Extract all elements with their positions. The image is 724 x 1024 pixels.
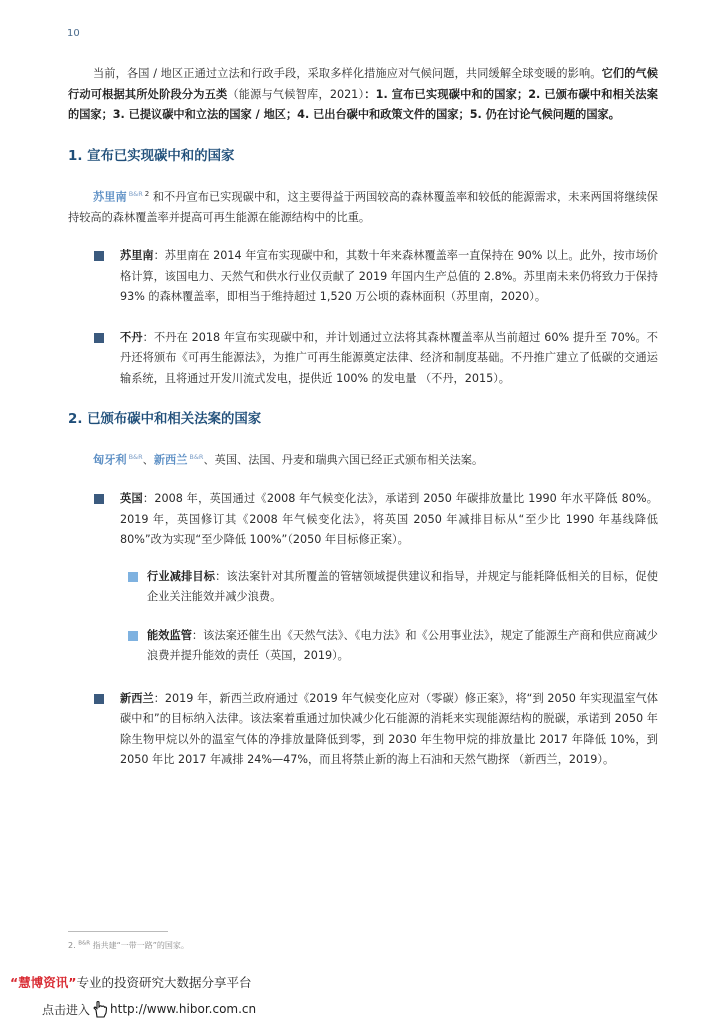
sub-bullet-square-icon — [128, 631, 138, 641]
footnote-superscript: B&R — [78, 940, 91, 947]
brand-banner — [10, 973, 251, 991]
bullet-nz-text — [120, 689, 658, 771]
bullet-square-icon — [94, 251, 104, 261]
bullet-uk — [68, 489, 658, 551]
bullet-label: 不丹 — [120, 330, 143, 344]
bullet-body: ：苏里南在 2014 年宣布实现碳中和，其数十年来森林覆盖率一直保持在 90% 以上。此外，按市场价格计算，该国电力、天然气和供水行业仅贡献了 2019 年国内生产总值的 2.8%。苏里南未来仍将致力于保持 93% 的森林覆盖率，即相当于维持超过 1,520 万公顷的森林面积（苏里南，2020）。 — [120, 249, 658, 304]
intro-bold: 它们的气候行动可根据其所处阶段分为五类 — [68, 67, 658, 101]
footnote-ref: 2 — [144, 189, 150, 198]
page-number: 10 — [67, 28, 80, 39]
section2-heading: 2. 已颁布碳中和相关法案的国家 — [68, 412, 262, 428]
bullet-square-icon — [94, 694, 104, 704]
br-superscript: B&R — [128, 189, 143, 198]
section2-lead — [68, 447, 658, 471]
section1-lead-text: 和不丹宣布已实现碳中和，这主要得益于两国较高的森林覆盖率和较低的能源需求，未来两国将继续保持较高的森林覆盖率并提高可再生能源在能源结构中的比重。 — [68, 190, 658, 224]
bullet-bhutan — [68, 328, 658, 390]
sub-bullet-label: 能效监管 — [147, 628, 192, 642]
bullet-suriname — [68, 246, 658, 308]
bullet-square-icon — [94, 494, 104, 504]
intro-categories: ：1. 宣布已实现碳中和的国家；2. 已颁布碳中和相关法案的国家；3. 已提议碳中和立法的国家 / 地区；4. 已出台碳中和政策文件的国家；5. 仍在讨论气候问题的国家。 — [68, 87, 658, 121]
sub-bullet-square-icon — [128, 572, 138, 582]
brand-link-prefix: 点击进入 — [42, 1002, 91, 1017]
intro-paragraph — [68, 64, 658, 126]
footnote-divider — [68, 931, 168, 932]
intro-text: 当前，各国 / 地区正通过立法和行政手段，采取多样化措施应对气候问题，共同缓解全球变暖的影响。 — [93, 67, 602, 80]
bullet-bhutan-text — [120, 328, 658, 390]
page-content — [68, 64, 658, 791]
sub-bullet-text — [147, 567, 658, 608]
brand-name: “慧博资讯” — [10, 975, 77, 990]
section1-heading: 1. 宣布已实现碳中和的国家 — [68, 148, 235, 164]
bullet-label: 新西兰 — [120, 691, 154, 705]
lead-separator: 、 — [142, 453, 154, 467]
lead-country-new-zealand: 新西兰 — [153, 453, 188, 467]
intro-citation: （能源与气候智库，2021） — [227, 87, 365, 101]
footnote-text: 指共建“一带一路”的国家。 — [92, 941, 189, 950]
brand-link-line[interactable] — [42, 1000, 256, 1018]
bullet-uk-text — [120, 489, 658, 551]
footnote — [68, 940, 189, 951]
br-superscript: B&R — [128, 453, 143, 462]
br-superscript: B&R — [189, 453, 204, 462]
section1-lead — [68, 184, 658, 229]
bullet-square-icon — [94, 333, 104, 343]
bullet-suriname-text — [120, 246, 658, 308]
bullet-body: ：不丹在 2018 年宣布实现碳中和，并计划通过立法将其森林覆盖率从当前超过 60% 提升至 70%。不丹还将颁布《可再生能源法》，为推广可再生能源奠定法律、经济和制度基础。不丹推广建立了低碳的交通运输系统，且将通过开发川流式发电，提供近 100% 的发电量 （不丹，2015）。 — [120, 330, 658, 385]
bullet-label: 苏里南 — [120, 249, 154, 263]
sub-bullet-industry-targets — [68, 567, 658, 608]
sub-bullet-body: ：该法案还催生出《天然气法》、《电力法》和《公用事业法》，规定了能源生产商和供应商减少浪费并提升能效的责任（英国，2019）。 — [147, 628, 658, 663]
footnote-number: 2. — [68, 941, 76, 950]
sub-bullet-efficiency-regulation — [68, 626, 658, 667]
lead-country-suriname: 苏里南 — [93, 190, 127, 204]
bullet-new-zealand — [68, 689, 658, 771]
bullet-label: 英国 — [120, 492, 143, 506]
section2-lead-text: 、英国、法国、丹麦和瑞典六国已经正式颁布相关法案。 — [203, 453, 484, 467]
pointer-hand-icon — [92, 1000, 108, 1018]
lead-country-hungary: 匈牙利 — [93, 453, 127, 467]
brand-slogan: 专业的投资研究大数据分享平台 — [76, 975, 252, 990]
sub-bullet-text — [147, 626, 658, 667]
bullet-body: ：2008 年，英国通过《2008 年气候变化法》，承诺到 2050 年碳排放量比 1990 年水平降低 80%。2019 年，英国修订其《2008 年气候变化法》，将英国 2050 年减排目标从“至少比 1990 年基线降低 80%”改为实现“至少降低 100%”（2050 年目标修正案）。 — [120, 492, 658, 547]
sub-bullet-body: ：该法案针对其所覆盖的管辖领域提供建议和指导，并规定与能耗降低相关的目标，促使企业关注能效并减少浪费。 — [147, 569, 658, 604]
sub-bullet-label: 行业减排目标 — [147, 569, 216, 583]
bullet-body: ：2019 年，新西兰政府通过《2019 年气候变化应对（零碳）修正案》，将“到 2050 年实现温室气体碳中和”的目标纳入法律。该法案着重通过加快减少化石能源的消耗来实现能源结构的脱碳，承诺到 2050 年除生物甲烷以外的温室气体的净排放量降低到零，到 2030 年生物甲烷的排放量比 2017 年降低 10%，到 2050 年比 2017 年减排 24%—47%，而且将禁止新的海上石油和天然气勘探 （新西兰，2019）。 — [120, 691, 658, 767]
brand-url-link[interactable]: http://www.hibor.com.cn — [110, 1002, 257, 1016]
